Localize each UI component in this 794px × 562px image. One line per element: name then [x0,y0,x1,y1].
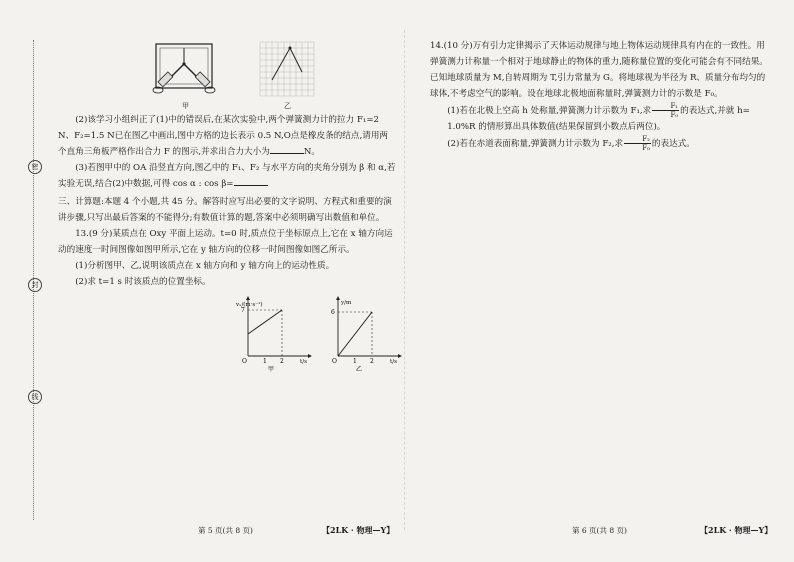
graph-b-ylabel: y/m [341,300,352,306]
footer-page-left: 第 5 页(共 8 页) [198,526,253,535]
left-column [58,38,396,370]
figure-yi-grid [258,40,318,98]
figure-jia-label: 甲 [182,102,189,110]
graph-a-ytick: 7 [241,307,245,314]
question-13-part-1: (1)分析图甲、乙,说明该质点在 x 轴方向和 y 轴方向上的运动性质。 [75,261,335,271]
graph-b-xtick-1: 1 [353,358,357,365]
graph-a-xlabel: t/s [300,359,307,365]
graph-b-ytick: 6 [331,309,335,316]
question-13-stem: 13.(9 分)某质点在 Oxy 平面上运动。t=0 时,质点位于坐标原点上,它在 x 轴方向运动的速度一时间图像如图甲所示,它在 y 轴方向的位移一时间图像如图乙所示。 [58,229,393,255]
section-3-heading: 三、计算题:本题 4 个小题,共 45 分。解答时应写出必要的文字说明、方程式和重要的演讲步骤,只写出最后答案的不能得分;有数值计算的题,答案中必须明确写出数值和单位。 [58,197,392,223]
graph-a-ylabel: vₓ/(m·s⁻¹) [236,302,263,308]
question-13-part-2: (2)求 t=1 s 时该质点的位置坐标。 [75,277,211,287]
graph-a-origin: O [242,358,247,365]
graph-vx-t [234,296,314,372]
margin-mark-2: 封 [28,278,42,292]
answer-blank-2[interactable] [234,176,268,186]
footer-code-left: 【2LK · 物理—Y】 [322,525,395,535]
graph-b-caption: 乙 [356,366,363,372]
graph-a-caption: 甲 [268,366,275,372]
question-14-stem: 14.(10 分)万有引力定律揭示了天体运动规律与地上物体运动规律具有内在的一致性。用弹簧测力计称量一个相对于地球静止的物体的重力,随称量位置的变化可能会有不同结果。已知地球质量为 M,自转周期为 T,引力常量为 G。将地球视为半径为 R、质量分布均匀的球体,不考虑空气的影响。设在地球北极地面称量时,弹簧测力计的示数是 F₀。 [430,41,768,99]
question-14-part-2: (2)若在赤道表面称量,弹簧测力计示数为 F₂,求 $\frac{\text{F₂}}{\text{F₀}}$ 的表达式。 [447,135,695,152]
graph-b-xlabel: t/s [390,359,397,365]
graph-a-xtick-2: 2 [280,358,284,365]
figure-jia-apparatus [148,38,228,100]
experiment-figures [58,38,396,108]
question-13-graphs [58,290,396,370]
graph-b-xtick-2: 2 [370,358,374,365]
figure-yi-label: 乙 [284,102,291,110]
footer-code-right: 【2LK · 物理—Y】 [700,525,773,535]
fraction-f2-f0: $\frac{\text{F₂}}{\text{F₀}}$ [624,135,651,152]
right-column [430,38,770,152]
answer-blank-1[interactable] [270,144,304,154]
question-12-part-2: (2)该学习小组纠正了(1)中的错误后,在某次实验中,两个弹簧测力计的拉力 F₁=2 N、F₂=1.5 N已在图乙中画出,图中方格的边长表示 0.5 N,O点是橡皮条的结点,请用两个直角三角板严格作出合力 F 的图示,并求出合力大小为 N。 [58,115,389,157]
graph-a-xtick-1: 1 [263,358,267,365]
footer-page-right: 第 6 页(共 8 页) [572,526,627,535]
fraction-f1-f0: $\frac{\text{F₁}}{\text{F₀}}$ [652,102,679,119]
question-12-part-3: (3)若图甲中的 OA 沿竖直方向,图乙中的 F₁、F₂ 与水平方向的夹角分别为 β 和 α,若实验无误,结合(2)中数据,可得 cos α : cos β= [58,163,396,189]
question-14-part-1: (1)若在北极上空高 h 处称量,弹簧测力计示数为 F₁,求 $\frac{\text{F₁}}{\text{F₀}}$ 的表达式,并就 h= [447,102,750,119]
margin-mark-1: 密 [28,160,42,174]
page-divider [404,30,405,530]
question-14-part-1-cont: 1.0%R 的情形算出具体数值(结果保留到小数点后两位)。 [447,122,666,132]
graph-b-origin: O [332,358,337,365]
graph-y-t [326,296,404,372]
margin-mark-3: 线 [28,390,42,404]
